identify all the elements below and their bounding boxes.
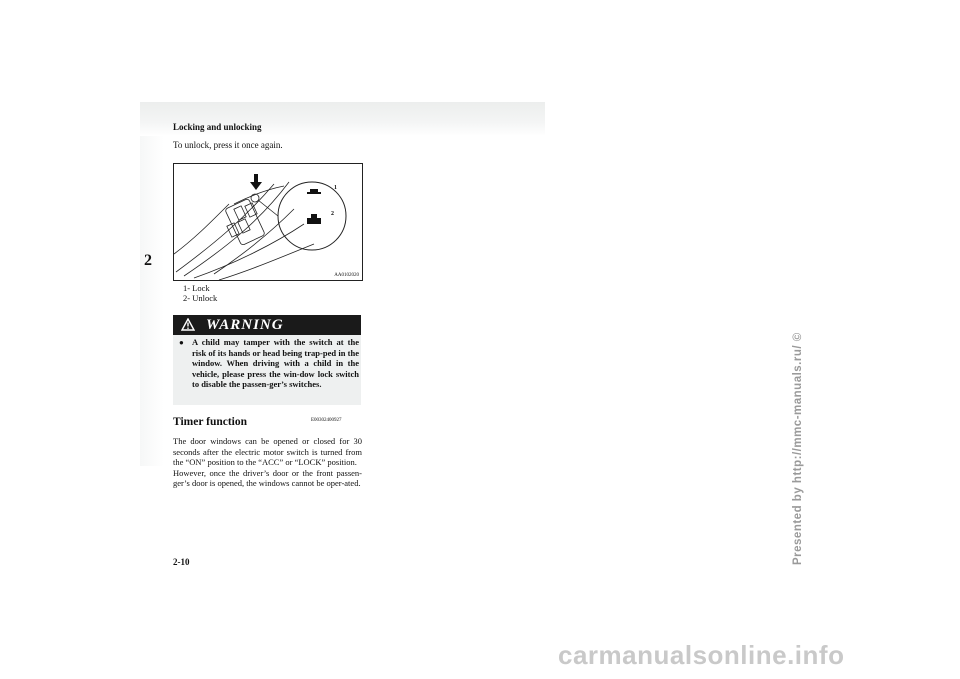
switch-illustration [173,163,363,281]
timer-paragraph-2: However, once the driver’s door or the front passen-ger’s door is opened, the windows cannot be oper-ated. [173,467,362,488]
bullet-icon: ● [179,338,184,347]
door-switch-drawing [174,164,362,280]
page-number: 2-10 [173,557,190,567]
legend-item-unlock: 2- Unlock [183,293,218,303]
section-title: Locking and unlocking [173,122,262,132]
callout-2: 2 [331,211,334,217]
intro-text: To unlock, press it once again. [173,140,283,150]
timer-paragraph-1: The door windows can be opened or closed for 30 seconds after the electric motor switch is turned from the “ON” position to the “ACC” or “LOCK” position. [173,436,362,467]
warning-text: A child may tamper with the switch at the risk of its hands or head being trap-ped in the window. When driving with a child in the vehicle, please press the win-dow lock switch to disable the passen-ger’s switches. [192,337,359,389]
figure-legend [183,283,217,303]
timer-code: E00302400927 [311,418,342,423]
timer-body [173,436,362,489]
callout-1: 1 [334,185,337,191]
site-watermark: carmanualsonline.info [558,640,845,670]
warning-box [173,315,361,405]
timer-heading: Timer function [173,416,248,428]
legend-item-lock: 1- Lock [183,283,210,293]
figure-code: AA0102020 [334,273,359,278]
warning-triangle-icon [181,318,195,331]
warning-header [173,315,361,335]
chapter-number: 2 [144,252,152,269]
warning-title: WARNING [206,317,284,333]
vertical-watermark: Presented by http://mmc-manuals.ru/ © [792,332,804,565]
chapter-tab [140,136,164,466]
